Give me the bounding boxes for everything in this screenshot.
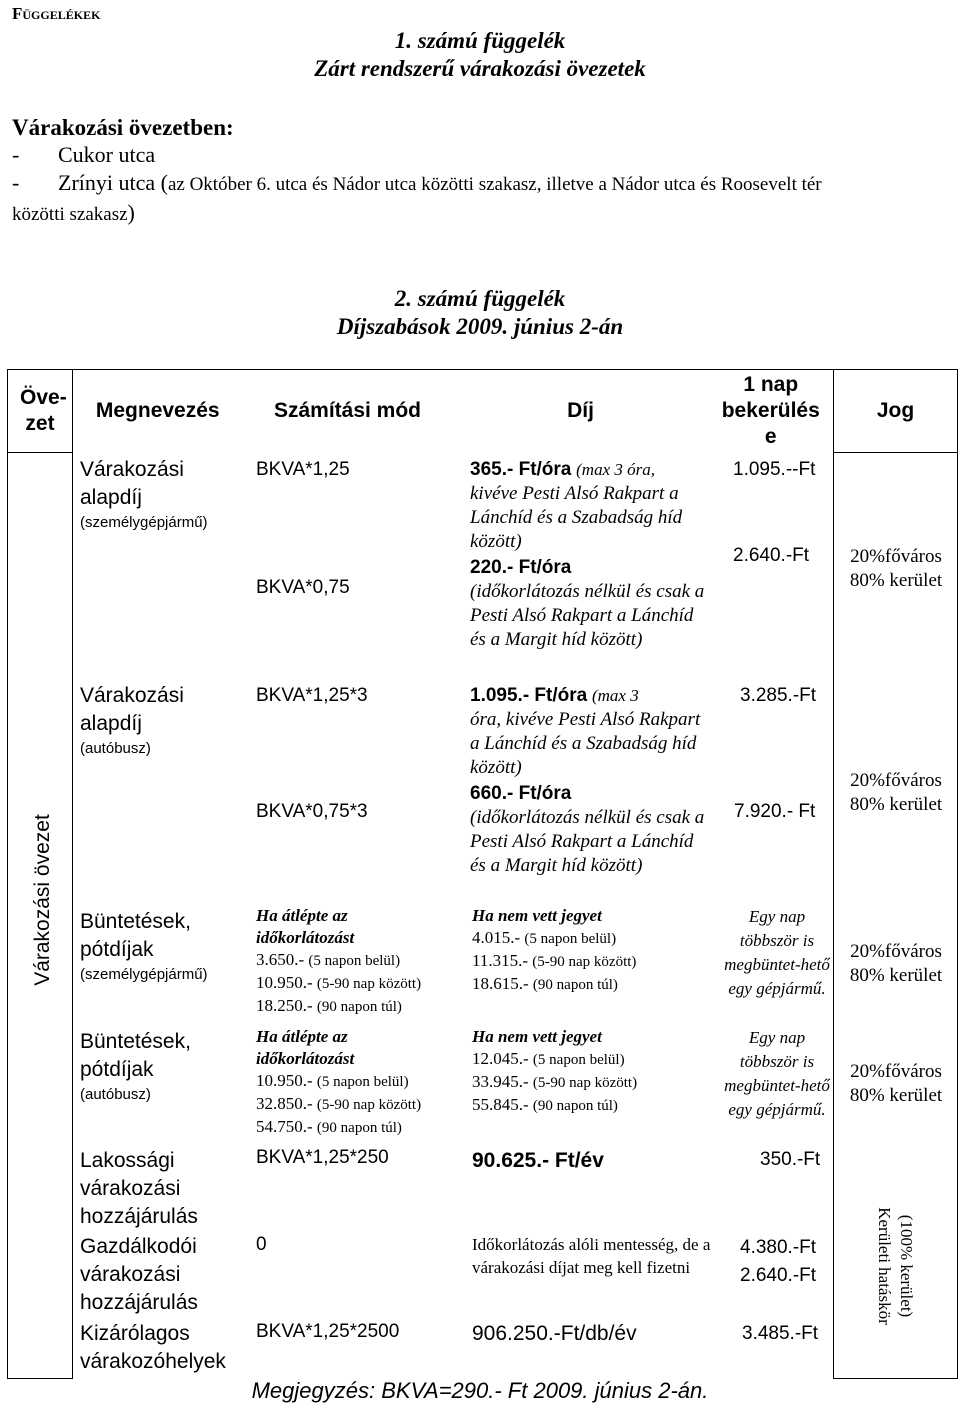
- penalty-line: 10.950.- (5-90 nap között): [256, 973, 422, 992]
- zone-item-2: [12, 169, 822, 199]
- row-resident-name: Lakossági várakozási hozzájárulás: [80, 1149, 198, 1228]
- header-label: Függelékek: [12, 4, 101, 23]
- row-resident-day: 350.-Ft: [760, 1149, 821, 1170]
- penalty-line: 4.015.- (5 napon belül): [472, 928, 617, 947]
- district-right-label: (100% kerület) Kerületi hatáskör: [875, 1207, 916, 1325]
- penalty-line: 12.045.- (5 napon belül): [472, 1049, 625, 1068]
- header-right: Jog: [834, 370, 958, 453]
- zones-intro: Várakozási övezetben:: [12, 115, 234, 140]
- row-bus-basic-day-2: 7.920.- Ft: [734, 801, 816, 822]
- row-exclusive-fee: 906.250.-Ft/db/év: [472, 1322, 637, 1345]
- row-car-basic-name: Várakozási alapdíj (személygépjármű): [80, 458, 208, 531]
- zone-item-main: Zrínyi utca (: [58, 170, 168, 195]
- zone-item-dash: -: [12, 142, 20, 167]
- row-car-penalty-name: Büntetések, pótdíjak (személygépjármű): [80, 910, 208, 983]
- row-resident-method: BKVA*1,25*250: [256, 1147, 389, 1168]
- table-header-row: [8, 370, 958, 453]
- row-bus-penalty-fee: Ha nem vett jegyet 12.045.- (5 napon belül) 33.945.- (5-90 nap között) 55.845.- (90 napon túl): [472, 1026, 712, 1117]
- zone-item-main: ): [127, 200, 135, 225]
- penalty-line: 3.650.- (5 napon belül): [256, 950, 401, 969]
- penalty-line: 54.750.- (90 napon túl): [256, 1117, 402, 1136]
- penalty-line: 18.615.- (90 napon túl): [472, 974, 618, 993]
- row-car-penalty-method: Ha átlépte az időkorlátozást 3.650.- (5 napon belül) 10.950.- (5-90 nap között) 18.250.- (90 napon túl): [256, 905, 456, 1018]
- zone-item-dash: -: [12, 170, 20, 195]
- row-car-basic-day-1: 1.095.--Ft: [733, 459, 816, 480]
- row-bus-penalty-day: Egy nap többször is megbüntet-hető egy gépjármű.: [724, 1028, 830, 1119]
- row-car-basic-method-2: BKVA*0,75: [256, 577, 350, 598]
- header-name: Megnevezés: [73, 370, 243, 453]
- zone-item-detail: közötti szakasz: [12, 204, 128, 225]
- row-business-day-1: 4.380.-Ft: [740, 1237, 817, 1258]
- row-car-basic-method-1: BKVA*1,25: [256, 459, 350, 480]
- appendix2-subtitle: Díjszabások 2009. június 2-án: [336, 314, 624, 339]
- row-business-day-2: 2.640.-Ft: [740, 1265, 817, 1286]
- row-business-method: 0: [256, 1234, 267, 1255]
- row-car-penalty-day: Egy nap többször is megbüntet-hető egy gépjármű.: [724, 907, 830, 998]
- header-day: 1 nap bekerülés e: [709, 370, 834, 453]
- row-bus-basic-method-1: BKVA*1,25*3: [256, 685, 368, 706]
- row-resident-fee: 90.625.- Ft/év: [472, 1149, 604, 1172]
- footer-note: Megjegyzés: BKVA=290.- Ft 2009. június 2-án.: [251, 1378, 709, 1403]
- row-car-penalty-right: 20%főváros 80% kerület: [849, 941, 943, 986]
- row-business-name: Gazdálkodói várakozási hozzájárulás: [80, 1235, 198, 1314]
- row-bus-penalty-name: Büntetések, pótdíjak (autóbusz): [80, 1030, 191, 1103]
- penalty-line: 10.950.- (5 napon belül): [256, 1071, 409, 1090]
- appendix2-title: 2. számú függelék: [394, 286, 566, 311]
- row-exclusive-method: BKVA*1,25*2500: [256, 1321, 400, 1342]
- zone-item-1: [12, 141, 155, 169]
- zone-item-detail: az Október 6. utca és Nádor utca közötti szakasz, illetve a Nádor utca és Roosevelt tér: [167, 174, 822, 195]
- row-car-basic-day-2: 2.640.-Ft: [733, 545, 810, 566]
- appendix1-title: 1. számú függelék: [394, 28, 566, 53]
- row-business-fee: Időkorlátozás alóli mentesség, de a várakozási díjat meg kell fizetni: [472, 1235, 711, 1277]
- penalty-line: 33.945.- (5-90 nap között): [472, 1072, 638, 1091]
- row-bus-penalty-right: 20%főváros 80% kerület: [849, 1061, 943, 1106]
- zone-item-3: [12, 199, 135, 229]
- penalty-line: 18.250.- (90 napon túl): [256, 996, 402, 1015]
- header-fee: Díj: [453, 370, 709, 453]
- row-bus-basic-method-2: BKVA*0,75*3: [256, 801, 368, 822]
- row-bus-basic-fee-2: 660.- Ft/óra (időkorlátozás nélkül és csak a Pesti Alsó Rakpart a Lánchíd és a Margit híd között): [470, 783, 705, 876]
- penalty-line: 55.845.- (90 napon túl): [472, 1095, 618, 1114]
- row-bus-basic-name: Várakozási alapdíj (autóbusz): [80, 684, 184, 757]
- row-exclusive-name: Kizárólagos várakozóhelyek: [80, 1322, 226, 1373]
- penalty-line: 32.850.- (5-90 nap között): [256, 1094, 422, 1113]
- row-car-basic-right: 20%főváros 80% kerület: [849, 546, 943, 591]
- row-car-basic-fee-2: 220.- Ft/óra (időkorlátozás nélkül és csak a Pesti Alsó Rakpart a Lánchíd és a Margit híd között): [470, 557, 705, 650]
- penalty-line: 11.315.- (5-90 nap között): [472, 951, 637, 970]
- header-method: Számítási mód: [243, 370, 453, 453]
- row-bus-basic-day-1: 3.285.-Ft: [740, 685, 817, 706]
- row-exclusive-day: 3.485.-Ft: [742, 1323, 819, 1344]
- row-bus-basic-right: 20%főváros 80% kerület: [849, 770, 943, 815]
- row-car-penalty-fee: Ha nem vett jegyet 4.015.- (5 napon belül) 11.315.- (5-90 nap között) 18.615.- (90 napon túl): [472, 905, 712, 996]
- zone-vertical-label: Várakozási övezet: [31, 814, 54, 986]
- header-zone: Öve- zet: [8, 370, 73, 453]
- row-bus-penalty-method: Ha átlépte az időkorlátozást 10.950.- (5 napon belül) 32.850.- (5-90 nap között) 54.750.- (90 napon túl): [256, 1026, 456, 1139]
- appendix1-subtitle: Zárt rendszerű várakozási övezetek: [314, 56, 646, 81]
- zone-item-main: Cukor utca: [58, 142, 156, 167]
- row-bus-basic-fee-1: 1.095.- Ft/óra (max 3 óra, kivéve Pesti Alsó Rakpart a Lánchíd és a Szabadság híd között): [470, 685, 701, 778]
- row-car-basic-fee-1: 365.- Ft/óra (max 3 óra, kivéve Pesti Alsó Rakpart a Lánchíd és a Szabadság híd között): [470, 459, 683, 552]
